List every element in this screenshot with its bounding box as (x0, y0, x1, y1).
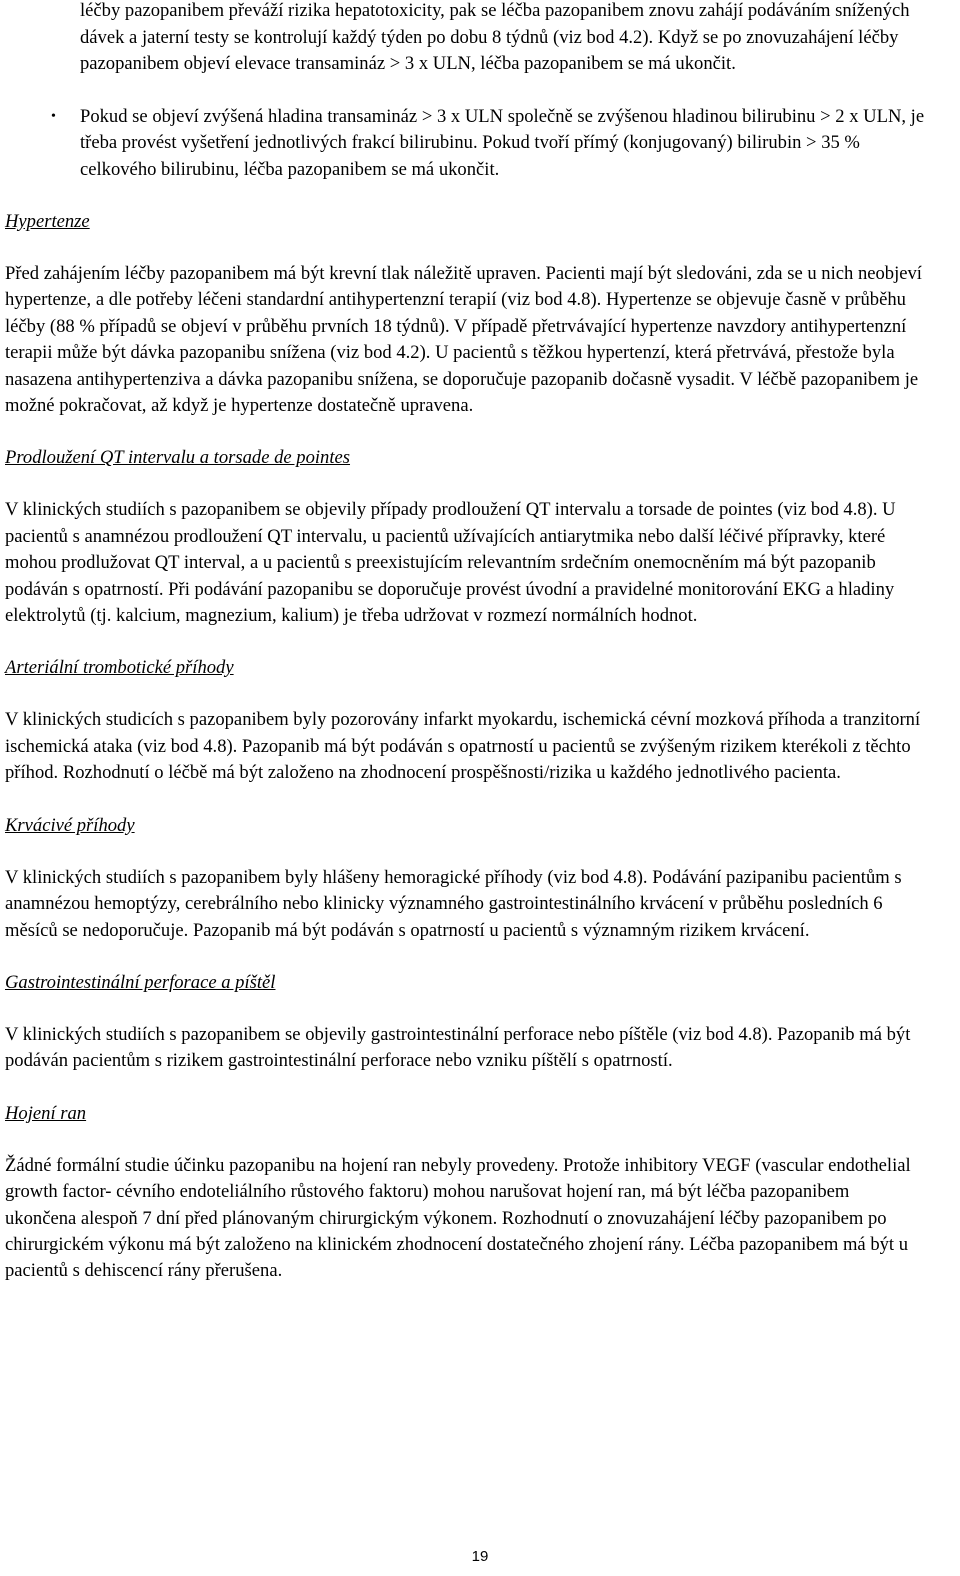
document-page (5, 0, 925, 1285)
section-body-wound-healing: Žádné formální studie účinku pazopanibu na hojení ran nebyly provedeny. Protože inhibitory VEGF (vascular endothelial growth factor- cévního endoteliálního růstového faktoru) mohou narušovat hojení ran, má být léčba pazopanibem ukončena alespoň 7 dní před plánovaným chirurgickým výkonem. Rozhodnutí o znovuzahájení léčby pazopanibem po chirurgickém výkonu má být založeno na klinickém zhodnocení dostatečného zhojení rány. Léčba pazopanibem má být u pacientů s dehiscencí rány přerušena. (5, 1154, 911, 1282)
section-heading-hypertenze: Hypertenze (5, 211, 90, 232)
continuation-paragraph (5, 0, 925, 78)
page-number: 19 (471, 1548, 489, 1565)
bullet-list-item (5, 104, 925, 184)
section-body-hypertenze: Před zahájením léčby pazopanibem má být krevní tlak náležitě upraven. Pacienti mají být sledováni, zda se u nich neobjeví hypertenze, a dle potřeby léčeni standardní antihypertenzní terapií (viz bod 4.8). Hypertenze se objevuje časně v průběhu léčby (88 % případů se objeví v průběhu prvních 18 týdnů). V případě přetrvávající hypertenze navzdory antihypertenzní terapii může být dávka pazopanibu snížena (viz bod 4.2). U pacientů s těžkou hypertenzí, která přetrvává, přestože byla nasazena antihypertenziva a dávka pazopanibu snížena, se doporučuje pazopanib dočasně vysadit. V léčbě pazopanibem je možné pokračovat, až když je hypertenze dostatečně upravena. (5, 263, 922, 417)
continuation-text: léčby pazopanibem převáží rizika hepatotoxicity, pak se léčba pazopanibem znovu zahájí podáváním snížených dávek a jaterní testy se kontrolují každý týden po dobu 8 týdnů (viz bod 4.2). Když se po znovuzahájení léčby pazopanibem objeví elevace transamináz > 3 x ULN, léčba pazopanibem se má ukončit. (80, 0, 910, 74)
section-heading-qt: Prodloužení QT intervalu a torsade de pointes (5, 447, 351, 469)
section-body-gi-perforation: V klinických studiích s pazopanibem se objevily gastrointestinální perforace nebo píštěle (viz bod 4.8). Pazopanib má být podáván pacientům s rizikem gastrointestinální perforace nebo vzniku píštělí s opatrností. (5, 1023, 911, 1072)
section-body-bleeding: V klinických studiích s pazopanibem byly hlášeny hemoragické příhody (viz bod 4.8). Podávání pazipanibu pacientům s anamnézou hemoptýzy, cerebrálního nebo klinicky významného gastrointestinálního krvácení v průběhu posledních 6 měsíců se nedoporučuje. Pazopanib má být podáván s opatrností u pacientů s významným rizikem krvácení. (5, 866, 902, 941)
bullet-icon: • (51, 108, 56, 124)
section-heading-bleeding: Krvácivé příhody (5, 814, 135, 836)
section-heading-gi-perforation: Gastrointestinální perforace a píštěl (5, 971, 276, 993)
section-heading-wound-healing: Hojení ran (5, 1102, 87, 1124)
section-body-qt: V klinických studiích s pazopanibem se objevily případy prodloužení QT intervalu a torsade de pointes (viz bod 4.8). U pacientů s anamnézou prodloužení QT intervalu, u pacientů užívajících antiarytmika nebo další léčivé přípravky, které mohou prodlužovat QT interval, a u pacientů s preexistujícím relevantním srdečním onemocněním má být pazopanib podáván s opatrností. Při podávání pazopanibu se doporučuje provést úvodní a pravidelné monitorování EKG a hladiny elektrolytů (tj. kalcium, magnezium, kalium) je třeba udržovat v rozmezí normálních hodnot. (5, 499, 896, 627)
section-body-arterial: V klinických studicích s pazopanibem byly pozorovány infarkt myokardu, ischemická cévní mozková příhoda a tranzitorní ischemická ataka (viz bod 4.8). Pazopanib má být podáván s opatrností u pacientů se zvýšeným rizikem kterékoli z těchto příhod. Rozhodnutí o léčbě má být založeno na zhodnocení prospěšnosti/rizika u každého jednotlivého pacienta. (5, 709, 921, 784)
bullet-text: Pokud se objeví zvýšená hladina transamináz > 3 x ULN společně se zvýšenou hladinou bilirubinu > 2 x ULN, je třeba provést vyšetření jednotlivých frakcí bilirubinu. Pokud tvoří přímý (konjugovaný) bilirubin > 35 % celkového bilirubinu, léčba pazopanibem se má ukončit. (80, 105, 925, 180)
section-heading-arterial: Arteriální trombotické příhody (5, 657, 234, 679)
